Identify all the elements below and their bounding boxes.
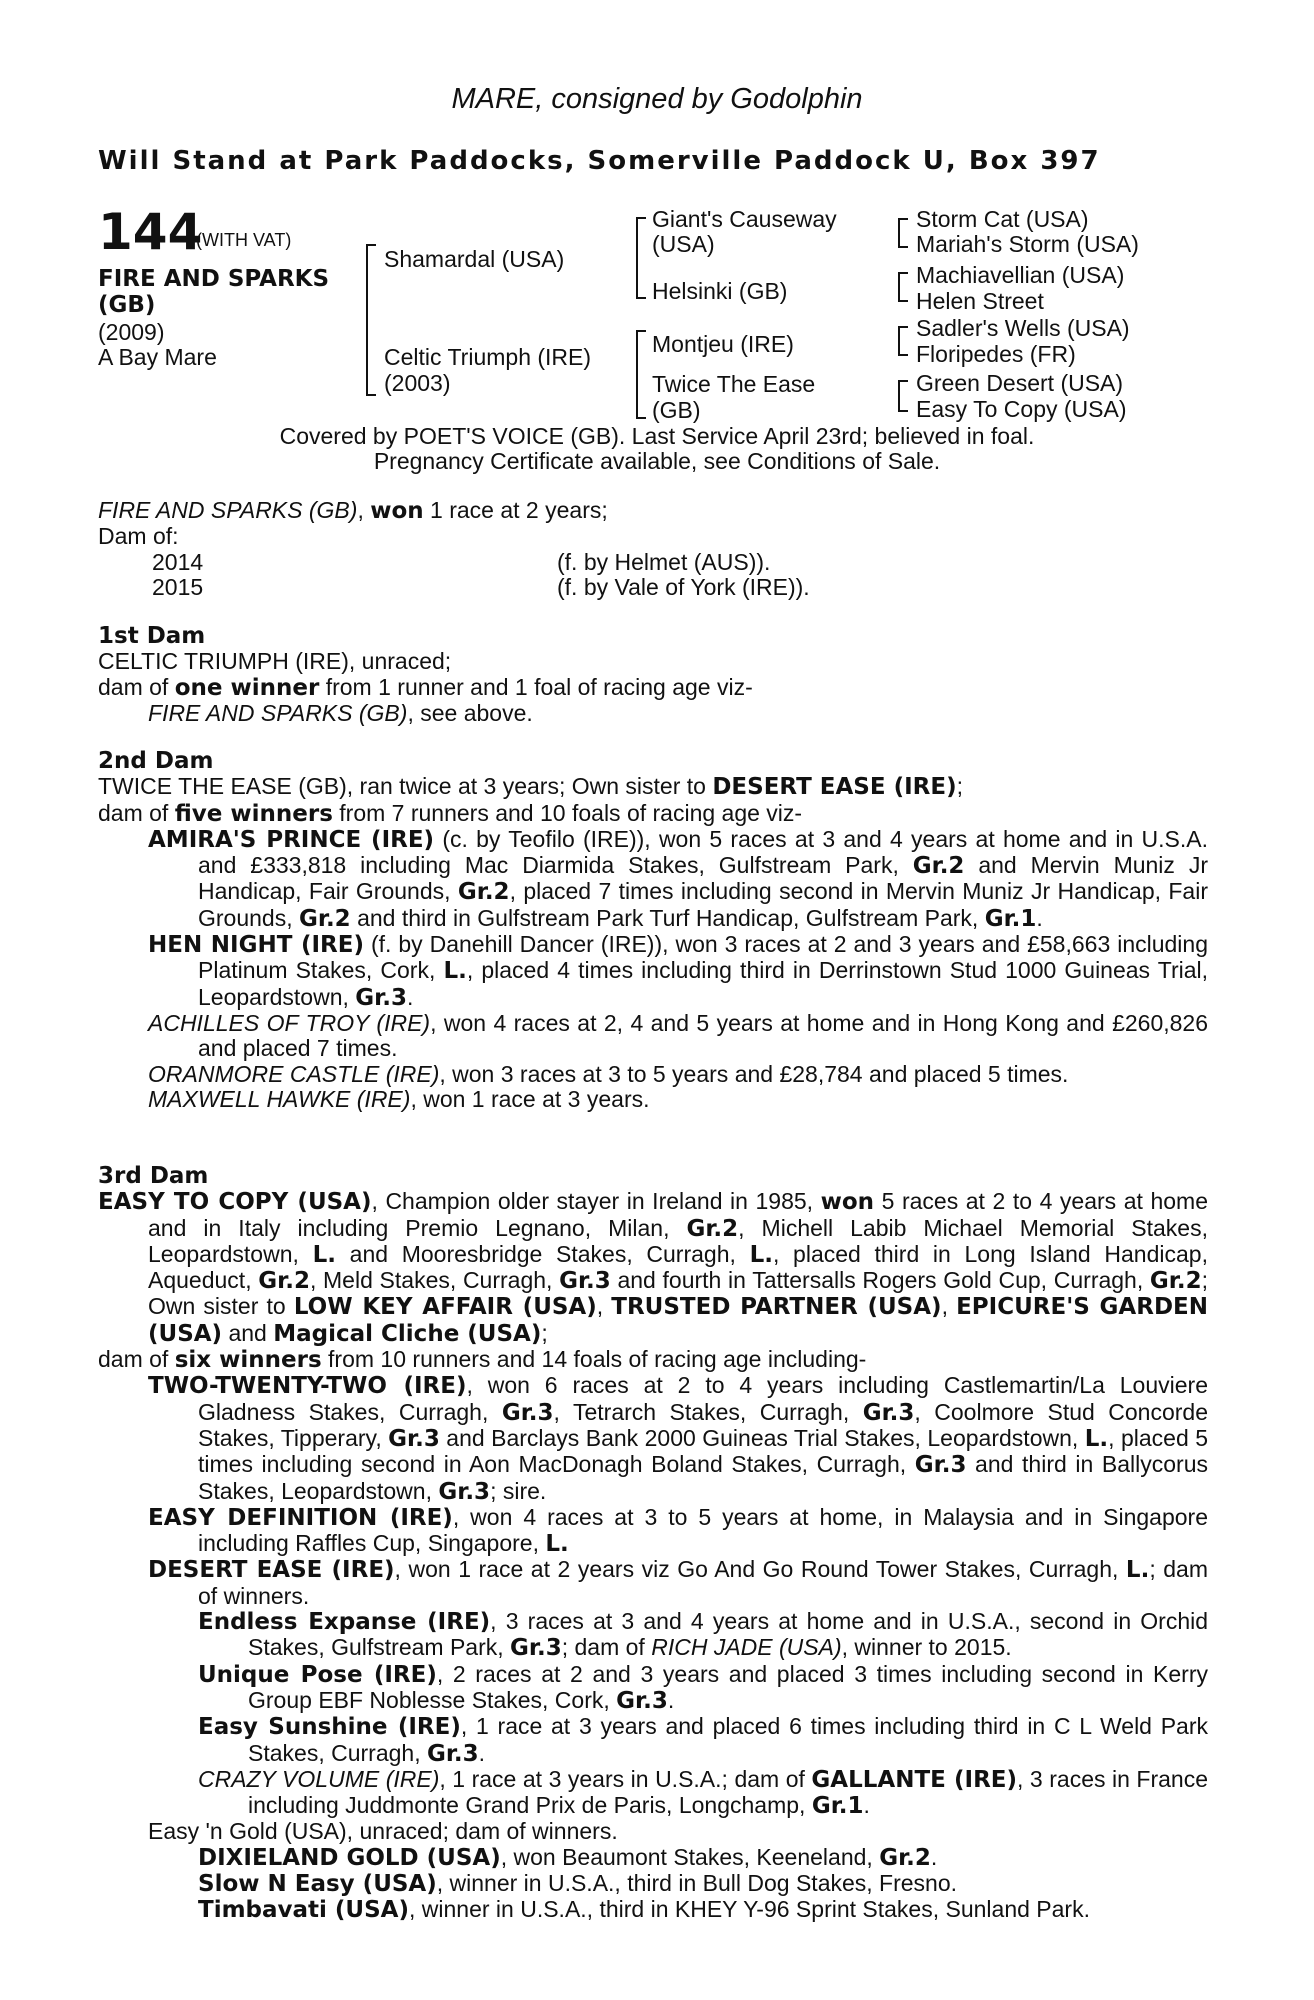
horse-name-country: (GB) [98,292,156,318]
pregnancy-certificate-line: Pregnancy Certificate available, see Conditions of Sale. [373,448,941,474]
pedigree-brace [898,218,908,248]
pedigree-dam-year: (2003) [384,370,451,396]
pedigree-sss: Storm Cat (USA) [916,206,1089,232]
grand-progeny-entry: Easy Sunshine (IRE), 1 race at 3 years and placed 6 times including third in C L Weld Park Stakes, Curragh, Gr.3. [198,1713,1209,1767]
venue-line: Will Stand at Park Paddocks, Somerville Paddock U, Box 397 [98,146,1101,176]
third-dam-record: EASY TO COPY (USA), Champion older stayer in Ireland in 1985, won 5 races at 2 to 4 years at home and in Italy including Premio Legnano, Milan, Gr.2, Michell Labib Michael Memorial Stakes, Leopardstown, L. and Mooresbridge Stakes, Curragh, L., placed third in Long Island Handicap, Aqueduct, Gr.2, Meld Stakes, Curragh, Gr.3 and fourth in Tattersalls Rogers Gold Cup, Curragh, Gr.2; Own sister to LOW KEY AFFAIR (USA), TRUSTED PARTNER (USA), EPICURE'S GARDEN (USA) and Magical Cliche (USA); [98,1188,1208,1347]
pedigree-dds: Green Desert (USA) [916,370,1124,396]
pedigree-brace [898,326,908,356]
foaling-year: (2009) [98,319,165,345]
grand-progeny-entry: Slow N Easy (USA), winner in U.S.A., third in Bull Dog Stakes, Fresno. [198,1870,958,1898]
pedigree-ddd: Easy To Copy (USA) [916,396,1127,422]
grand-progeny-entry: DIXIELAND GOLD (USA), won Beaumont Stakes, Keeneland, Gr.2. [198,1843,938,1871]
pedigree-brace [636,330,646,419]
covering-line: Covered by POET'S VOICE (GB). Last Service April 23rd; believed in foal. [279,423,1035,449]
progeny-entry: HEN NIGHT (IRE) (f. by Danehill Dancer (IRE)), won 3 races at 2 and 3 years and £58,663 including Platinum Stakes, Cork, L., placed 4 times including third in Derrinstown Stud 1000 Guineas Trial, Leopardstown, Gr.3. [148,931,1209,1011]
pedigree-brace [898,380,908,412]
pedigree-dss: Sadler's Wells (USA) [916,315,1130,341]
foal-row: 2014 (f. by Helmet (AUS)). [152,548,771,575]
grand-progeny-entry: Unique Pose (IRE), 2 races at 2 and 3 years and placed 3 times including second in Kerry Group EBF Noblesse Stakes, Cork, Gr.3. [198,1660,1208,1714]
pedigree-dam-dam-country: (GB) [652,397,701,423]
progeny-entry: Easy 'n Gold (USA), unraced; dam of winners. [148,1818,618,1845]
pedigree-sire: Shamardal (USA) [384,246,565,272]
grand-progeny-entry: Endless Expanse (IRE), 3 races at 3 and 4 years at home and in U.S.A., second in Orchid Stakes, Gulfstream Park, Gr.3; dam of RICH JADE (USA), winner to 2015. [198,1608,1209,1662]
first-dam-progeny: FIRE AND SPARKS (GB), see above. [148,699,533,726]
pedigree-brace [366,244,376,396]
third-dam-produce: dam of six winners from 10 runners and 14 foals of racing age including- [98,1346,867,1374]
second-dam-line: TWICE THE EASE (GB), ran twice at 3 years; Own sister to DESERT EASE (IRE); [98,773,963,801]
pedigree-sire-sire-country: (USA) [652,231,715,257]
pedigree-dsd: Floripedes (FR) [916,341,1076,367]
second-dam-section [98,749,1208,1112]
pedigree-sdd: Helen Street [916,288,1044,314]
pedigree-sire-sire: Giant's Causeway [652,206,837,232]
pedigree-dam-dam: Twice The Ease [652,371,816,397]
pedigree-sds: Machiavellian (USA) [916,262,1125,288]
progeny-entry: ORANMORE CASTLE (IRE), won 3 races at 3 to 5 years and £28,784 and placed 5 times. [148,1060,1069,1087]
pedigree-sire-dam: Helsinki (GB) [652,278,788,304]
third-dam-heading: 3rd Dam [98,1163,209,1189]
first-dam-line: CELTIC TRIUMPH (IRE), unraced; [98,648,452,675]
horse-name: FIRE AND SPARKS [98,266,330,292]
progeny-entry: TWO-TWENTY-TWO (IRE), won 6 races at 2 to 4 years including Castlemartin/La Louviere Gladness Stakes, Curragh, Gr.3, Tetrarch Stakes, Curragh, Gr.3, Coolmore Stud Concorde Stakes, Tipperary, Gr.3 and Barclays Bank 2000 Guineas Trial Stakes, Leopardstown, L., placed 5 times including second in Aon MacDonagh Boland Stakes, Curragh, Gr.3 and third in Ballycorus Stakes, Leopardstown, Gr.3; sire. [148,1372,1209,1505]
pedigree-dam-sire: Montjeu (IRE) [652,331,794,357]
first-dam-section [98,624,1208,726]
summary-section [98,498,1208,600]
first-dam-heading: 1st Dam [98,623,206,649]
progeny-entry: AMIRA'S PRINCE (IRE) (c. by Teofilo (IRE)), won 5 races at 3 and 4 years at home and in U.S.A. and £333,818 including Mac Diarmida Stakes, Gulfstream Park, Gr.2 and Mervin Muniz Jr Handicap, Fair Grounds, Gr.2, placed 7 times including second in Mervin Muniz Jr Handicap, Fair Grounds, Gr.2 and third in Gulfstream Park Turf Handicap, Gulfstream Park, Gr.1. [148,825,1208,932]
progeny-entry: MAXWELL HAWKE (IRE), won 1 race at 3 years. [148,1085,650,1112]
dam-of-label: Dam of: [98,523,179,550]
foal-row: 2015 (f. by Vale of York (IRE)). [152,573,810,600]
progeny-entry: ACHILLES OF TROY (IRE), won 4 races at 2, 4 and 5 years at home and in Hong Kong and £260,826 and placed 7 times. [148,1009,1209,1062]
pedigree-brace [636,217,646,299]
second-dam-produce: dam of five winners from 7 runners and 10 foals of racing age viz- [98,799,803,827]
first-dam-produce: dam of one winner from 1 runner and 1 foal of racing age viz- [98,673,753,701]
lot-number: 144 [98,203,203,261]
third-dam-section [98,1164,1208,1924]
grand-progeny-entry: Timbavati (USA), winner in U.S.A., third in KHEY Y-96 Sprint Stakes, Sunland Park. [198,1896,1090,1924]
grand-progeny-entry: CRAZY VOLUME (IRE), 1 race at 3 years in U.S.A.; dam of GALLANTE (IRE), 3 races in France including Juddmonte Grand Prix de Paris, Longchamp, Gr.1. [198,1765,1209,1820]
pedigree-dam: Celtic Triumph (IRE) [384,344,592,370]
progeny-entry: DESERT EASE (IRE), won 1 race at 2 years viz Go And Go Round Tower Stakes, Curragh, L.; dam of winners. [148,1556,1208,1609]
pedigree-brace [898,272,908,302]
consignor-subtitle: MARE, consigned by Godolphin [451,83,863,115]
horse-description: A Bay Mare [98,344,217,370]
progeny-entry: EASY DEFINITION (IRE), won 4 races at 3 to 5 years at home, in Malaysia and in Singapore including Raffles Cup, Singapore, L. [148,1503,1208,1558]
pedigree-ssd: Mariah's Storm (USA) [916,231,1139,257]
second-dam-heading: 2nd Dam [98,748,214,774]
vat-note: (WITH VAT) [196,230,292,250]
summary-record: FIRE AND SPARKS (GB), won 1 race at 2 years; [98,497,608,524]
